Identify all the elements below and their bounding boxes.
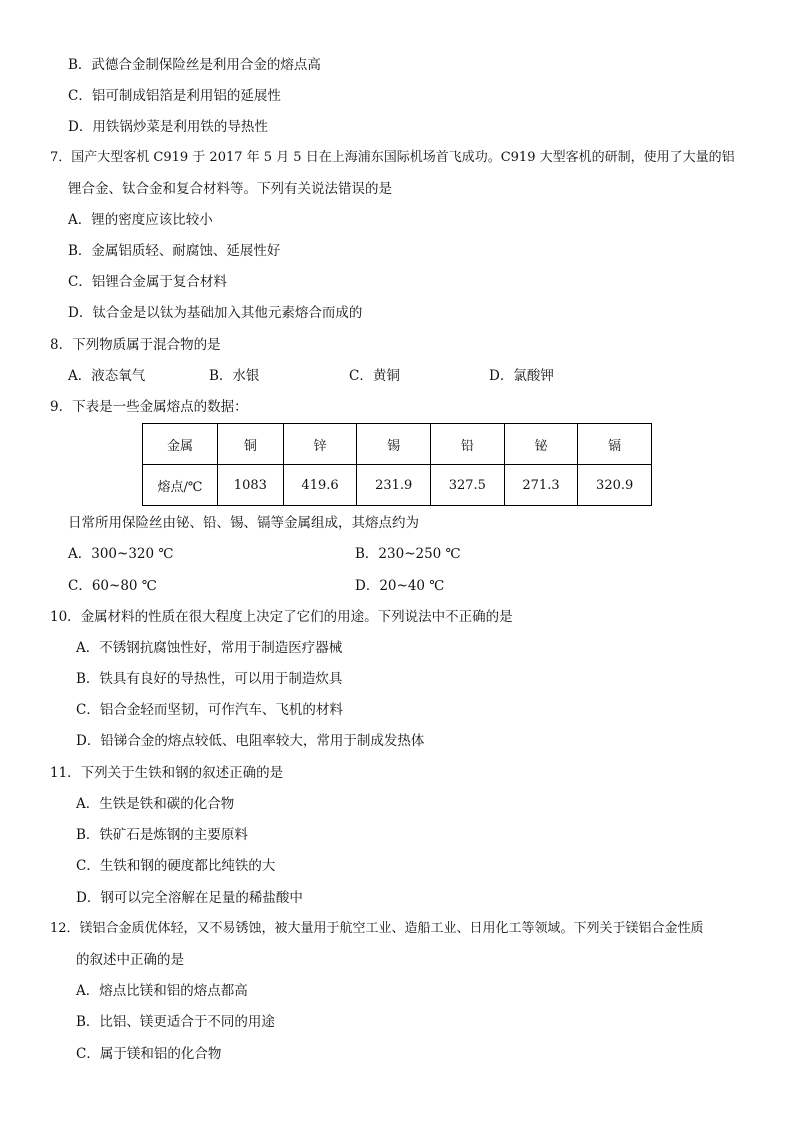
table-cell: 锡: [357, 424, 431, 465]
table-cell: 327.5: [431, 465, 505, 506]
q7-option-d: D．钛合金是以钛为基础加入其他元素熔合而成的: [68, 305, 363, 321]
q9-option-d: D．20~40 ℃: [355, 578, 445, 594]
table-cell: 419.6: [283, 465, 357, 506]
q10-option-a: A．不锈钢抗腐蚀性好，常用于制造医疗器械: [76, 640, 343, 656]
q9-option-c: C．60~80 ℃: [68, 578, 157, 594]
table-cell: 铅: [431, 424, 505, 465]
q12-stem-line1: 12．镁铝合金质优体轻，又不易锈蚀，被大量用于航空工业、造船工业、日用化工等领域。下列关于镁铝合金性质: [50, 921, 704, 936]
q6-option-b: B．武德合金制保险丝是利用合金的熔点高: [68, 57, 321, 73]
q7-option-b: B．金属铝质轻、耐腐蚀、延展性好: [68, 243, 281, 259]
q7-stem-line1: 7．国产大型客机 C919 于 2017 年 5 月 5 日在上海浦东国际机场首飞成功。C919 大型客机的研制，使用了大量的铝: [50, 150, 735, 165]
q6-option-d: D．用铁锅炒菜是利用铁的导热性: [68, 119, 268, 135]
q11-option-c: C．生铁和钢的硬度都比纯铁的大: [76, 858, 276, 874]
q10-option-c: C．铝合金轻而坚韧，可作汽车、飞机的材料: [76, 702, 343, 718]
q12-option-b: B．比铝、镁更适合于不同的用途: [76, 1014, 275, 1030]
q11-stem: 11．下列关于生铁和钢的叙述正确的是: [50, 765, 284, 781]
table-cell: 锌: [283, 424, 357, 465]
table-cell: 231.9: [357, 465, 431, 506]
q8-option-d: D．氯酸钾: [489, 368, 554, 384]
table-cell: 金属: [143, 424, 218, 465]
table-cell: 271.3: [504, 465, 578, 506]
q10-option-d: D．铅锑合金的熔点较低、电阻率较大，常用于制成发热体: [76, 733, 425, 749]
q12-stem-line2: 的叙述中正确的是: [76, 952, 184, 968]
melting-point-table: [142, 423, 652, 506]
table-header-row: [143, 424, 652, 465]
q12-option-c: C．属于镁和铝的化合物: [76, 1046, 222, 1062]
q10-option-b: B．铁具有良好的导热性，可以用于制造炊具: [76, 671, 343, 687]
q7-stem-line2: 锂合金、钛合金和复合材料等。下列有关说法错误的是: [68, 181, 392, 197]
q9-options-row2: [68, 577, 444, 595]
table-cell: 镉: [578, 424, 652, 465]
q10-stem: 10．金属材料的性质在很大程度上决定了它们的用途。下列说法中不正确的是: [50, 609, 513, 625]
q6-option-c: C．铝可制成铝箔是利用铝的延展性: [68, 88, 281, 104]
q11-option-d: D．钢可以完全溶解在足量的稀盐酸中: [76, 890, 303, 906]
q9-option-b: B．230~250 ℃: [355, 546, 461, 562]
q9-question: 日常所用保险丝由铋、铅、锡、镉等金属组成，其熔点约为: [68, 515, 419, 531]
q8-option-c: C．黄铜: [349, 368, 400, 384]
q7-option-c: C．铝锂合金属于复合材料: [68, 274, 227, 290]
q8-option-a: A．液态氧气: [68, 368, 146, 384]
q9-options-row1: [68, 545, 461, 563]
q11-option-b: B．铁矿石是炼钢的主要原料: [76, 827, 248, 843]
q12-option-a: A．熔点比镁和铝的熔点都高: [76, 983, 248, 999]
q9-option-a: A．300~320 ℃: [68, 546, 174, 562]
q7-option-a: A．锂的密度应该比较小: [68, 212, 213, 228]
q11-option-a: A．生铁是铁和碳的化合物: [76, 796, 235, 812]
table-cell: 320.9: [578, 465, 652, 506]
table-row: [143, 465, 652, 506]
table-cell: 铜: [218, 424, 284, 465]
q8-stem: 8．下列物质属于混合物的是: [50, 337, 221, 353]
table-cell: 铋: [504, 424, 578, 465]
table-cell: 熔点/℃: [143, 465, 218, 506]
q8-option-b: B．水银: [209, 368, 260, 384]
q9-stem: 9．下表是一些金属熔点的数据：: [50, 399, 248, 415]
q8-options-row: [68, 367, 554, 385]
table-cell: 1083: [218, 465, 284, 506]
